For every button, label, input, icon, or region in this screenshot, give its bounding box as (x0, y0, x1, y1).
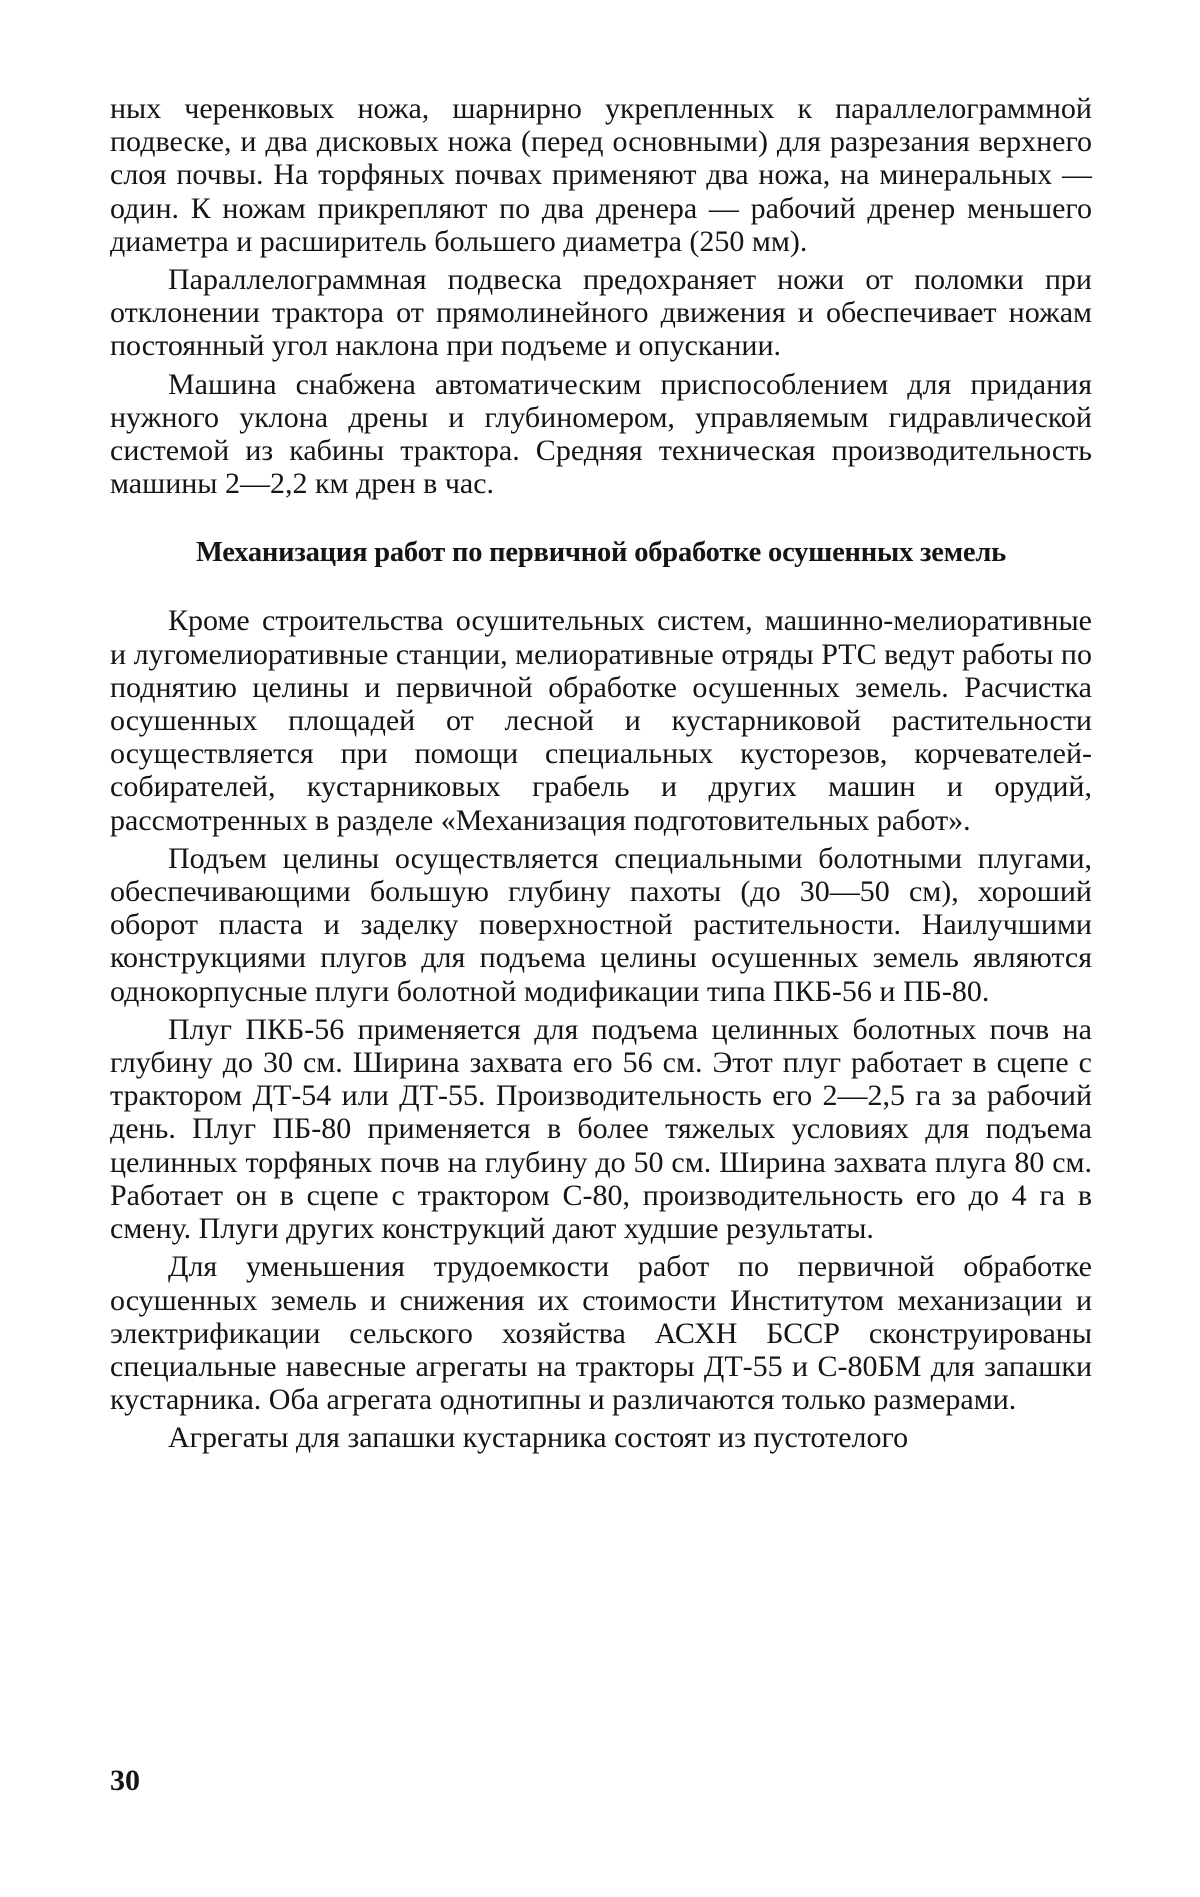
paragraph-land-clearing: Кроме строительства осушительных систем, машинно-мелиоративные и лугомелиоративные станции, мелиоративные отряды РТС ведут работы по поднятию целины и первичной обработке осушенных земель. Расчистка осушенных площадей от лесной и кустарниковой растительности осуществляется при помощи специальных кусторезов, корчевателей-собирателей, кустарниковых грабель и других машин и орудий, рассмотренных в разделе «Механизация подготовительных работ». (110, 604, 1092, 837)
paragraph-bog-ploughs: Подъем целины осуществляется специальными болотными плугами, обеспечивающими большую глубину пахоты (до 30—50 см), хороший оборот пласта и заделку поверхностной растительности. Наилучшими конструкциями плугов для подъема целины осушенных земель являются однокорпусные плуги болотной модификации типа ПКБ-56 и ПБ-80. (110, 841, 1092, 1008)
paragraph-machine-equipment: Машина снабжена автоматическим приспособлением для придания нужного уклона дрены и глубиномером, управляемым гидравлической системой из кабины трактора. Средняя техническая производительность машины 2—2,2 км дрен в час. (110, 367, 1092, 501)
paragraph-parallelogram-suspension: Параллелограммная подвеска предохраняет ножи от поломки при отклонении трактора от прямолинейного движения и обеспечивает ножам постоянный угол наклона при подъеме и опускании. (110, 263, 1092, 363)
page-number: 30 (110, 1764, 140, 1797)
paragraph-unit-structure: Агрегаты для запашки кустарника состоят из пустотелого (168, 1421, 909, 1455)
section-heading: Механизация работ по первичной обработке осушенных земель (195, 537, 1007, 569)
paragraph-plough-pkb56: Плуг ПКБ-56 применяется для подъема целинных болотных почв на глубину до 30 см. Ширина захвата его 56 см. Этот плуг работает в сцепе с трактором ДТ-54 или ДТ-55. Производительность его 2—2,5 га за рабочий день. Плуг ПБ-80 применяется в более тяжелых условиях для подъема целинных торфяных почв на глубину до 50 см. Ширина захвата плуга 80 см. Работает он в сцепе с трактором С-80, производительность его до 4 га в смену. Плуги других конструкций дают худшие результаты. (110, 1012, 1092, 1246)
paragraph-shrub-units: Для уменьшения трудоемкости работ по первичной обработке осушенных земель и снижения их стоимости Институтом механизации и электрификации сельского хозяйства АСХН БССР сконструированы специальные навесные агрегаты на тракторы ДТ-55 и С-80БМ для запашки кустарника. Оба агрегата однотипны и различаются только размерами. (110, 1250, 1092, 1417)
page-body (110, 92, 1092, 1455)
paragraph-continuation: ных черенковых ножа, шарнирно укрепленных к параллелограммной подвеске, и два дисковых ножа (перед основными) для разрезания верхнего слоя почвы. На торфяных почвах применяют два ножа, на минеральных — один. К ножам прикрепляют по два дренера — рабочий дренер меньшего диаметра и расширитель большего диаметра (250 мм). (110, 92, 1092, 258)
